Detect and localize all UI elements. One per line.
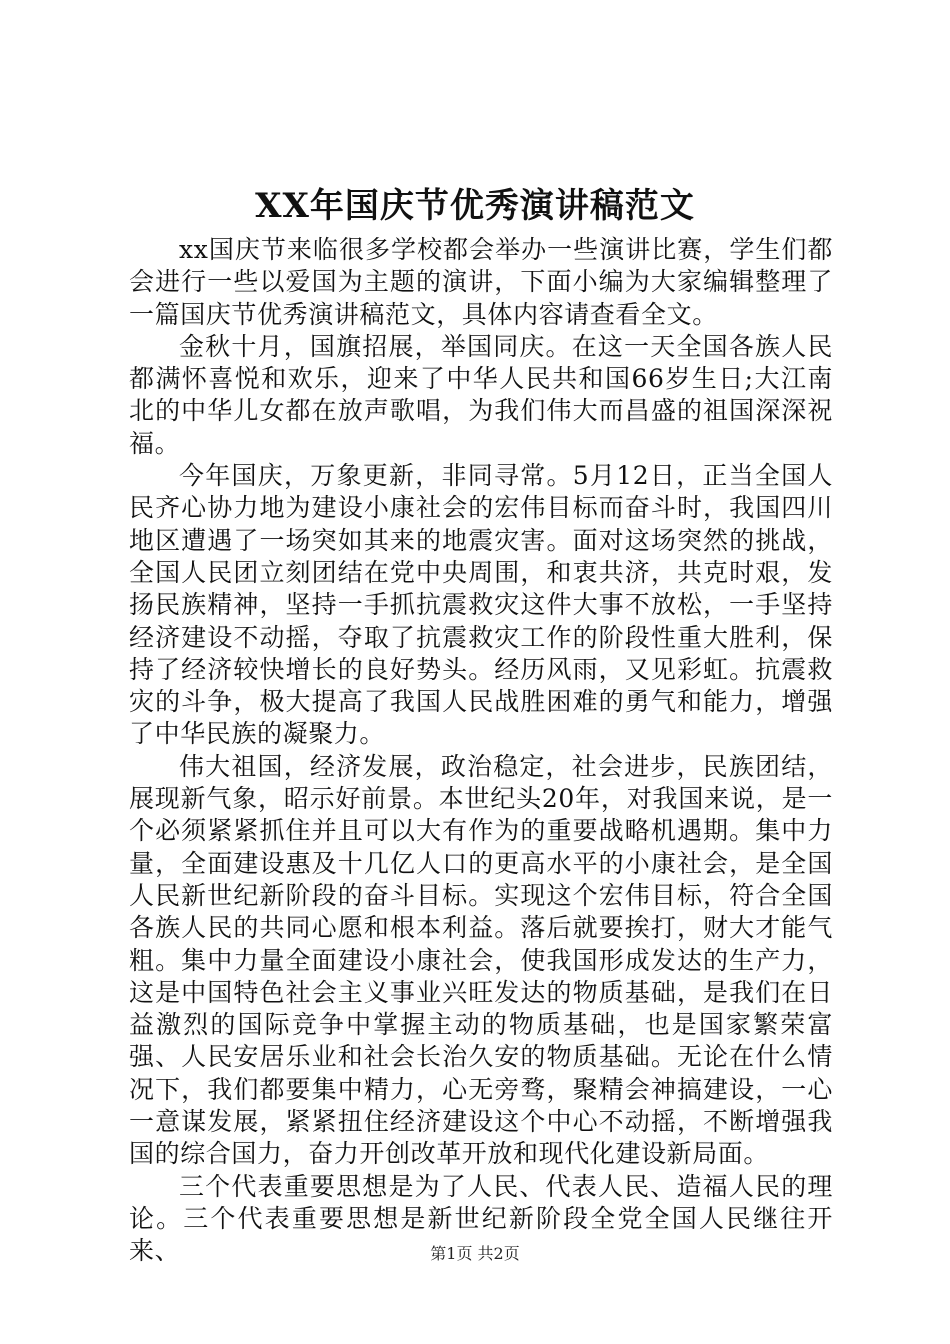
- paragraph-three-represents: 三个代表重要思想是为了人民、代表人民、造福人民的理论。三个代表重要思想是新世纪新阶段全党全国人民继往开来、: [129, 1171, 833, 1266]
- paragraph-great-motherland: 伟大祖国，经济发展，政治稳定，社会进步，民族团结，展现新气象，昭示好前景。本世纪头20年，对我国来说，是一个必须紧紧抓住并且可以大有作为的重要战略机遇期。集中力量，全面建设惠及十几亿人口的更高水平的小康社会，是全国人民新世纪新阶段的奋斗目标。实现这个宏伟目标，符合全国各族人民的共同心愿和根本利益。落后就要挨打，财大才能气粗。集中力量全面建设小康社会，使我国形成发达的生产力，这是中国特色社会主义事业兴旺发达的物质基础，是我们在日益激烈的国际竞争中掌握主动的物质基础，也是国家繁荣富强、人民安居乐业和社会长治久安的物质基础。无论在什么情况下，我们都要集中精力，心无旁骛，聚精会神搞建设，一心一意谋发展，紧紧扭住经济建设这个中心不动摇，不断增强我国的综合国力，奋力开创改革开放和现代化建设新局面。: [129, 751, 833, 1169]
- paragraph-this-year: 今年国庆，万象更新，非同寻常。5月12日，正当全国人民齐心协力地为建设小康社会的宏伟目标而奋斗时，我国四川地区遭遇了一场突如其来的地震灾害。面对这场突然的挑战，全国人民团立刻团结在党中央周围，和衷共济，共克时艰，发扬民族精神，坚持一手抓抗震救灾这件大事不放松，一手坚持经济建设不动摇，夺取了抗震救灾工作的阶段性重大胜利，保持了经济较快增长的良好势头。经历风雨，又见彩虹。抗震救灾的斗争，极大提高了我国人民战胜困难的勇气和能力，增强了中华民族的凝聚力。: [129, 461, 833, 749]
- document-body: [129, 234, 833, 1268]
- page-footer: 第1页 共2页: [430, 1244, 520, 1263]
- document-title: XX年国庆节优秀演讲稿范文: [255, 186, 695, 226]
- paragraph-intro: xx国庆节来临很多学校都会举办一些演讲比赛，学生们都会进行一些以爱国为主题的演讲，下面小编为大家编辑整理了一篇国庆节优秀演讲稿范文，具体内容请查看全文。: [129, 235, 833, 329]
- paragraph-golden-autumn: 金秋十月，国旗招展，举国同庆。在这一天全国各族人民都满怀喜悦和欢乐，迎来了中华人民共和国66岁生日;大江南北的中华儿女都在放声歌唱，为我们伟大而昌盛的祖国深深祝福。: [129, 331, 833, 458]
